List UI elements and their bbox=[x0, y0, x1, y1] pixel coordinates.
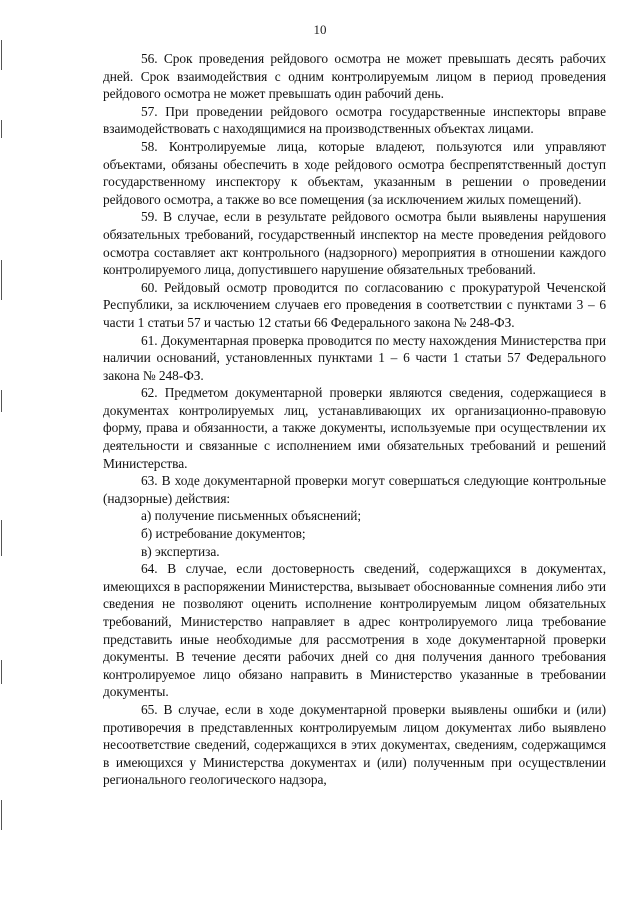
paragraph-60: 60. Рейдовый осмотр проводится по согласованию с прокуратурой Чеченской Республики, за исключением случаев его проведения в соответствии с пунктами 3 – 6 части 1 статьи 57 и частью 12 статьи 66 Федерального закона № 248-ФЗ. bbox=[103, 279, 606, 330]
paragraph-62: 62. Предметом документарной проверки являются сведения, содержащиеся в документах контролируемых лиц, устанавливающих их организационно-правовую форму, права и обязанности, а также документы, используемые при осуществлении их деятельности и связанные с исполнением ими обязательных требований и решений Министерства. bbox=[103, 385, 606, 471]
document-body bbox=[103, 50, 606, 789]
list-item-c: в) экспертиза. bbox=[141, 543, 220, 559]
list-item-b: б) истребование документов; bbox=[141, 526, 306, 542]
paragraph-61: 61. Документарная проверка проводится по месту нахождения Министерства при наличии оснований, установленных пунктами 1 – 6 части 1 статьи 57 Федерального закона № 248-ФЗ. bbox=[103, 332, 606, 383]
page-number: 10 bbox=[313, 22, 327, 37]
list-item-a: а) получение письменных объяснений; bbox=[141, 508, 362, 524]
paragraph-64: 64. В случае, если достоверность сведений, содержащихся в документах, имеющихся в распоряжении Министерства, вызывает обоснованные сомнения либо эти сведения не позволяют оценить исполнение контролируемым лицом обязательных требований, Министерство направляет в адрес контролируемого лица требование представить иные необходимые для рассмотрения в ходе документарной проверки документы. В течение десяти рабочих дней со дня получения данного требования контролируемое лицо обязано направить в Министерство указанные в требовании документы. bbox=[103, 561, 606, 700]
scan-edge-marks bbox=[0, 0, 6, 905]
paragraph-59: 59. В случае, если в результате рейдового осмотра были выявлены нарушения обязательных требований, государственный инспектор на месте проведения рейдового осмотра составляет акт контрольного (надзорного) мероприятия в отношении каждого контролируемого лица, допустившего нарушение обязательных требований. bbox=[103, 209, 606, 278]
paragraph-65: 65. В случае, если в ходе документарной проверки выявлены ошибки и (или) противоречия в представленных контролируемым лицом документах либо выявлено несоответствие сведений, содержащихся в этих документах, сведениям, содержащимся в имеющихся у Министерства документах и (или) полученным при осуществлении регионального геологического надзора, bbox=[103, 701, 606, 788]
paragraph-57: 57. При проведении рейдового осмотра государственные инспекторы вправе взаимодействовать с находящимися на производственных объектах лицами. bbox=[103, 103, 606, 137]
paragraph-56: 56. Срок проведения рейдового осмотра не может превышать десять рабочих дней. Срок взаимодействия с одним контролируемым лицом в период проведения рейдового осмотра не может превышать один рабочий день. bbox=[103, 51, 606, 102]
paragraph-63: 63. В ходе документарной проверки могут совершаться следующие контрольные (надзорные) действия: bbox=[103, 473, 606, 506]
paragraph-58: 58. Контролируемые лица, которые владеют, пользуются или управляют объектами, обязаны обеспечить в ходе рейдового осмотра беспрепятственный доступ государственному инспектору к объектам, указанным в решении о проведении рейдового осмотра, а также во все помещения (за исключением жилых помещений). bbox=[103, 138, 606, 207]
